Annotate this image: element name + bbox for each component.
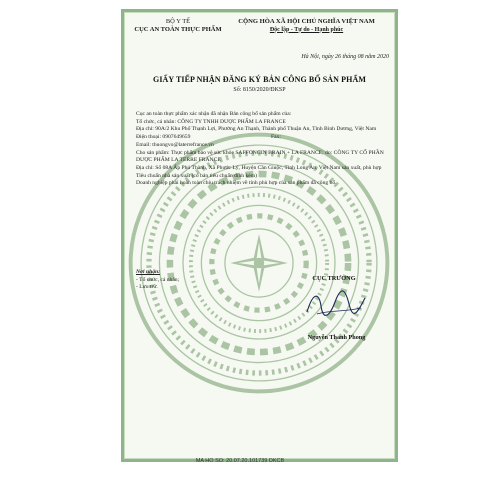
recipients-block	[136, 269, 226, 292]
product-line: Cho sản phẩm: Thực phẩm bảo vệ sức khỏe SAFFONGIN BRAIN + LA FRANCE; do: CÔNG TY CỔ PHẦN DƯỢC PHẨM LA TERRE FRANCE	[136, 149, 384, 164]
dossier-code: MA HO SO: 20.07.20.101739 DKCB	[195, 458, 285, 464]
national-motto: Độc lập - Tự do - Hạnh phúc	[269, 26, 344, 33]
recipient-item: - Tổ chức, cá nhân;	[136, 276, 180, 283]
certificate-page	[121, 9, 398, 462]
phone-line: Điện thoại: 0907649659	[136, 134, 191, 141]
recipient-item: - Lưu trữ.	[136, 284, 158, 291]
address-line: Địa chỉ: 90A/2 Khu Phố Thạnh Lợi, Phường An Thạnh, Thành phố Thuận An, Tỉnh Bình Dương, Việt Nam	[136, 126, 377, 133]
handwritten-signature-icon	[299, 284, 374, 324]
responsibility-line: Doanh nghiệp phải hoàn toàn chịu trách nhiệm về tính phù hợp của sản phẩm đã công bố.	[136, 180, 337, 187]
certificate-body	[136, 111, 386, 188]
document-number: Số: 8150/2020/ĐKSP	[233, 87, 286, 93]
fax-line: Fax:	[271, 134, 281, 141]
agency-name: CỤC AN TOÀN THỰC PHẨM	[134, 26, 222, 34]
contact-row	[136, 134, 386, 142]
issuer-header	[132, 18, 224, 34]
ministry-name: BỘ Y TẾ	[165, 18, 191, 25]
document-title: GIẤY TIẾP NHẬN ĐĂNG KÝ BẢN CÔNG BỐ SẢN PHẨM	[153, 75, 366, 84]
certificate-content	[124, 12, 395, 459]
nation-header	[224, 18, 389, 34]
email-line: Email: thuongvo@laterrefrance.vn	[136, 141, 214, 148]
intro-line: Cục an toàn thực phẩm xác nhận đã nhận Bản công bố sản phẩm của:	[136, 111, 292, 117]
signer-role: CỤC TRƯỞNG	[312, 275, 356, 282]
product-address-line: Địa chỉ: Số 08A Ấp Phú Thành, Xã Phước Lý, Huyện Cần Giuộc, Tỉnh Long An, Việt Nam sản xuất, phù hợp	[136, 165, 382, 172]
signer-name: Nguyễn Thanh Phong	[307, 334, 366, 341]
issue-date: Hà Nội, ngày 26 tháng 08 năm 2020	[301, 54, 389, 60]
standard-line: Tiêu chuẩn nhà sản xuất (có bản tiêu chuẩn đính kèm)	[136, 172, 257, 179]
nation-name: CỘNG HÒA XÃ HỘI CHỦ NGHĨA VIỆT NAM	[238, 18, 375, 25]
organization-line: Tổ chức, cá nhân: CÔNG TY TNHH DƯỢC PHẨM LA FRANCE	[136, 118, 286, 125]
recipients-heading: Nơi nhận:	[136, 269, 160, 275]
